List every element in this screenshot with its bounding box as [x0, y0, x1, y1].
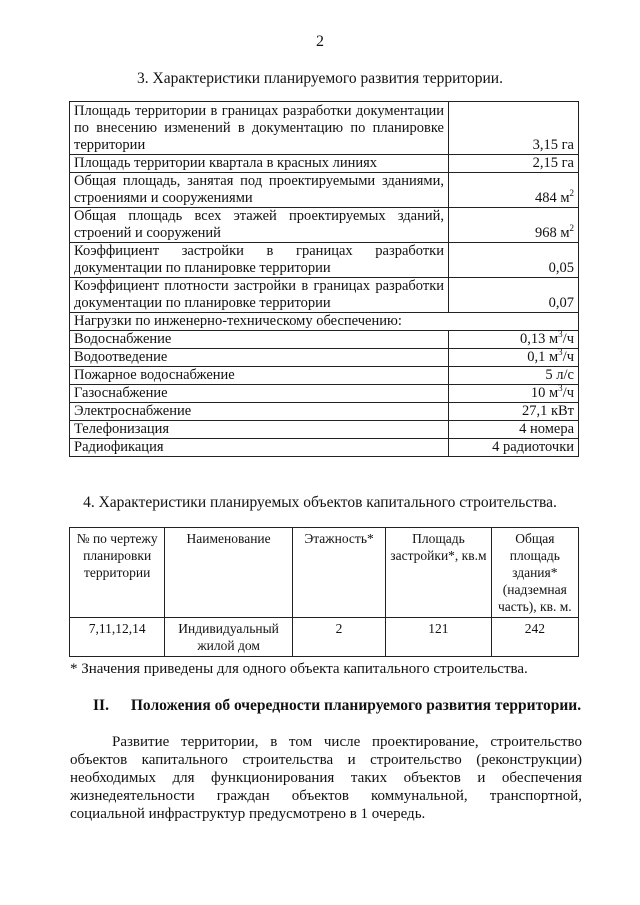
row-label: Водоотведение [70, 349, 449, 367]
row-value: 0,07 [449, 278, 579, 313]
header-cell: Наименование [165, 528, 293, 618]
section-3-title: 3. Характеристики планируемого развития территории. [137, 70, 503, 87]
table-row [70, 349, 579, 367]
value-text: 484 $м^2$ [534, 188, 574, 206]
cell-floors: 2 [292, 618, 385, 657]
cell-drawing-number: 7,11,12,14 [70, 618, 165, 657]
engineering-loads-heading: Нагрузки по инженерно-техническому обеспечению: [70, 313, 579, 331]
row-label: Газоснабжение [70, 385, 449, 403]
header-cell: Этажность* [292, 528, 385, 618]
row-label: Площадь территории в границах разработки документации по внесению изменений в документацию по планировке территории [70, 102, 449, 155]
header-cell: № по чертежу планировки территории [70, 528, 165, 618]
table-row [70, 421, 579, 439]
territory-characteristics-table [69, 101, 579, 457]
row-label: Радиофикация [70, 439, 449, 457]
row-label: Пожарное водоснабжение [70, 367, 449, 385]
row-value: 3,15 га [449, 102, 579, 155]
table-row [70, 243, 579, 278]
table-header-row [70, 528, 579, 618]
table-footnote: * Значения приведены для одного объекта капитального строительства. [70, 661, 528, 677]
row-label: Коэффициент застройки в границах разработки документации по планировке территории [70, 243, 449, 278]
row-label: Площадь территории квартала в красных линиях [70, 155, 449, 173]
row-value [449, 349, 579, 367]
table-row [70, 403, 579, 421]
row-value: 0,05 [449, 243, 579, 278]
table-row [70, 618, 579, 657]
cell-name: Индивидуальный жилой дом [165, 618, 293, 657]
row-label: Коэффициент плотности застройки в границах разработки документации по планировке территории [70, 278, 449, 313]
cell-total-area: 242 [491, 618, 578, 657]
row-value: 27,1 кВт [449, 403, 579, 421]
section-ii-paragraph: Развитие территории, в том числе проектирование, строительство объектов капитального строительства и строительство (реконструкции) необходимых для функционирования таких объектов и обеспечения жизнедеятельности граждан объектов коммунальной, транспортной, социальной инфраструктур предусмотрено в 1 очередь. [70, 734, 582, 822]
row-label: Водоснабжение [70, 331, 449, 349]
row-value [449, 173, 579, 208]
table-row [70, 331, 579, 349]
table-row [70, 102, 579, 155]
section-title: Положения об очередности планируемого развития территории. [130, 697, 582, 714]
row-label: Электроснабжение [70, 403, 449, 421]
section-4-title: 4. Характеристики планируемых объектов капитального строительства. [83, 494, 557, 511]
header-cell: Общая площадь здания* (надземная часть), кв. м. [491, 528, 578, 618]
table-row [70, 173, 579, 208]
table-row [70, 385, 579, 403]
table-row [70, 208, 579, 243]
row-value: 4 радиоточки [449, 439, 579, 457]
row-label: Телефонизация [70, 421, 449, 439]
value-text: 968 $м^2$ [534, 223, 574, 241]
header-cell: Площадь застройки*, кв.м [386, 528, 491, 618]
value-text: 0,1 $м^3/ч$ [527, 347, 574, 365]
row-value: 5 л/с [449, 367, 579, 385]
table-row [70, 155, 579, 173]
row-value: 4 номера [449, 421, 579, 439]
row-value [449, 208, 579, 243]
row-value [449, 331, 579, 349]
table-row [70, 367, 579, 385]
row-label: Общая площадь всех этажей проектируемых зданий, строений и сооружений [70, 208, 449, 243]
row-value [449, 385, 579, 403]
table-row [70, 439, 579, 457]
capital-objects-table [69, 527, 579, 657]
row-label: Общая площадь, занятая под проектируемыми зданиями, строениями и сооружениями [70, 173, 449, 208]
table-row [70, 313, 579, 331]
section-ii-heading [93, 697, 581, 715]
page-number: 2 [316, 33, 324, 50]
cell-building-area: 121 [386, 618, 491, 657]
value-text: 0,13 $м^3/ч$ [519, 329, 574, 347]
row-value: 2,15 га [449, 155, 579, 173]
value-text: 10 $м^3/ч$ [530, 383, 574, 401]
section-number: II. [93, 697, 109, 714]
table-row [70, 278, 579, 313]
